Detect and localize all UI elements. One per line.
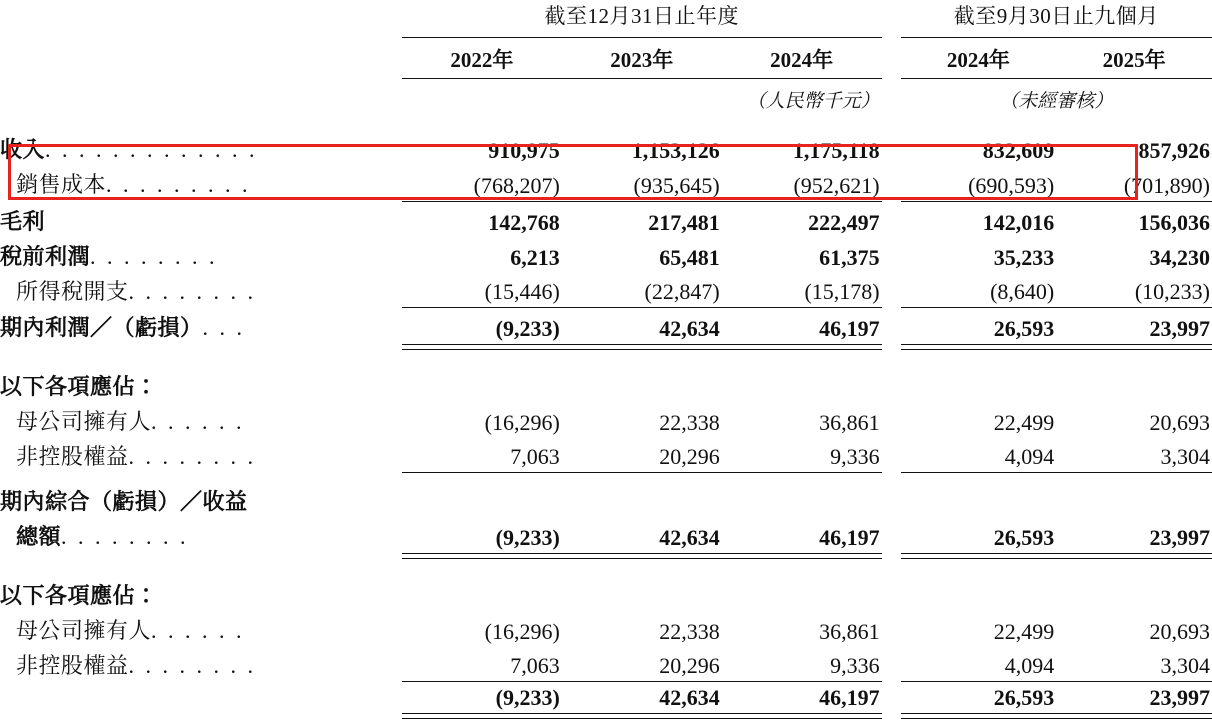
row-value: 36,861 xyxy=(819,409,880,435)
header-year-2024: 2024年 xyxy=(722,38,882,79)
total-rule xyxy=(722,714,882,719)
total-rule xyxy=(562,714,722,719)
section-heading-attributable-1: 以下各項應佔： xyxy=(0,373,158,399)
rule-row-double xyxy=(0,714,1212,719)
row-value: 20,296 xyxy=(659,653,720,678)
row-value: 23,997 xyxy=(1149,524,1210,550)
row-label-total-comprehensive-line2: 總額. . . . . . . . xyxy=(16,524,189,549)
row-label-revenue: 收入. . . . . . . . . . . . . xyxy=(0,137,258,162)
row-label-profit-for-period: 期內利潤／（虧損）. . . xyxy=(0,315,246,340)
row-value: 142,768 xyxy=(488,209,560,235)
row-label-cost-of-sales: 銷售成本. . . . . . . . . xyxy=(16,172,251,197)
row-value: 3,304 xyxy=(1160,653,1210,678)
row-value: 20,693 xyxy=(1149,409,1210,435)
row-label-non-controlling-interests: 非控股權益. . . . . . . . xyxy=(16,443,257,469)
row-value: 61,375 xyxy=(819,244,880,270)
section-heading-attributable-2: 以下各項應佔： xyxy=(0,582,158,608)
row-value: 142,016 xyxy=(982,209,1055,235)
table-row xyxy=(0,612,1212,647)
row-value: (8,640) xyxy=(990,279,1055,304)
row-value: (22,847) xyxy=(644,279,720,304)
total-rule xyxy=(402,714,562,719)
table-row xyxy=(0,647,1212,682)
row-value: 7,063 xyxy=(510,444,560,469)
row-value: 4,094 xyxy=(1004,444,1055,469)
table-row xyxy=(0,438,1212,473)
row-value: (10,233) xyxy=(1134,279,1210,304)
row-value: 857,926 xyxy=(1138,138,1210,163)
row-value: 65,481 xyxy=(659,244,720,270)
table-row xyxy=(0,368,1212,403)
table-row xyxy=(0,483,1212,518)
row-value: 26,593 xyxy=(993,315,1055,341)
row-value: 22,338 xyxy=(659,618,720,644)
row-value: 22,499 xyxy=(993,409,1055,435)
row-label-owners-of-parent: 母公司擁有人. . . . . . xyxy=(16,617,245,643)
spacer xyxy=(0,349,1212,368)
row-label-total-comprehensive-line1: 期內綜合（虧損）／收益 xyxy=(0,489,248,514)
row-label-attributable-total xyxy=(0,683,402,714)
row-value: 910,975 xyxy=(488,138,560,163)
table-row xyxy=(0,577,1212,612)
row-label-owners-of-parent: 母公司擁有人. . . . . . xyxy=(16,408,245,434)
row-value: 35,233 xyxy=(993,244,1055,270)
row-value: (952,621) xyxy=(793,172,880,198)
row-value: (935,645) xyxy=(633,172,720,198)
row-value: 6,213 xyxy=(510,244,560,270)
unaudited-note: （未經審核） xyxy=(999,91,1114,112)
row-value: 42,634 xyxy=(659,685,720,710)
row-value: 34,230 xyxy=(1149,244,1210,270)
table-row xyxy=(0,238,1212,273)
row-value: (9,233) xyxy=(495,685,560,710)
row-label-profit-before-tax: 稅前利潤. . . . . . . . xyxy=(0,243,218,269)
row-value: 7,063 xyxy=(510,653,560,678)
row-value: 9,336 xyxy=(830,444,880,469)
row-value: 832,609 xyxy=(982,138,1055,163)
row-value: 23,997 xyxy=(1149,315,1210,341)
table-row xyxy=(0,131,1212,166)
header-group-row xyxy=(0,0,1212,35)
row-value: 46,197 xyxy=(819,524,880,550)
row-value: 22,338 xyxy=(659,409,720,435)
header-group-interim: 截至9月30日止九個月 xyxy=(953,4,1159,28)
currency-note: （人民幣千元） xyxy=(746,91,880,112)
row-value: 42,634 xyxy=(659,524,720,550)
row-value: 46,197 xyxy=(819,315,880,341)
header-year-row xyxy=(0,38,1212,79)
row-value: 4,094 xyxy=(1004,653,1055,678)
table-row xyxy=(0,166,1212,201)
table-row xyxy=(0,273,1212,308)
table-row xyxy=(0,683,1212,714)
row-value: 156,036 xyxy=(1138,209,1210,235)
row-value: (15,178) xyxy=(804,279,880,304)
spacer xyxy=(0,113,1212,131)
header-year-2024-interim: 2024年 xyxy=(901,38,1057,79)
row-value: 23,997 xyxy=(1149,685,1210,710)
row-value: 22,499 xyxy=(993,618,1055,644)
header-year-2025-interim: 2025年 xyxy=(1056,38,1212,79)
row-value: 20,296 xyxy=(659,444,720,469)
total-rule xyxy=(901,714,1057,719)
row-value: 26,593 xyxy=(993,524,1055,550)
row-value: (9,233) xyxy=(495,315,560,341)
row-label-income-tax: 所得稅開支. . . . . . . . xyxy=(16,278,257,304)
row-label-gross-profit: 毛利 xyxy=(0,208,46,234)
row-value: 20,693 xyxy=(1149,618,1210,644)
table-row xyxy=(0,203,1212,238)
row-label-non-controlling-interests: 非控股權益. . . . . . . . xyxy=(16,652,257,678)
header-year-2023: 2023年 xyxy=(562,38,722,79)
row-value: 217,481 xyxy=(648,209,720,235)
row-value: 1,153,126 xyxy=(631,138,720,163)
row-value: 222,497 xyxy=(808,209,880,235)
row-value: (701,890) xyxy=(1123,172,1210,198)
header-note-row xyxy=(0,79,1212,114)
table-row xyxy=(0,403,1212,438)
row-value: 9,336 xyxy=(830,653,880,678)
row-value: 26,593 xyxy=(993,685,1055,710)
row-value: (15,446) xyxy=(484,279,560,304)
row-value: 1,175,118 xyxy=(792,138,880,163)
row-value: (16,296) xyxy=(484,618,560,644)
header-group-annual: 截至12月31日止年度 xyxy=(544,4,739,28)
table-row xyxy=(0,309,1212,344)
row-value: 3,304 xyxy=(1160,444,1210,469)
row-value: 46,197 xyxy=(819,685,880,710)
row-value: (690,593) xyxy=(968,172,1055,198)
row-value: (9,233) xyxy=(495,524,560,550)
row-value: 36,861 xyxy=(819,618,880,644)
spacer xyxy=(0,474,1212,483)
total-rule xyxy=(1056,714,1212,719)
header-year-2022: 2022年 xyxy=(402,38,562,79)
row-value: (16,296) xyxy=(484,409,560,435)
table-row xyxy=(0,518,1212,553)
row-value: 42,634 xyxy=(659,315,720,341)
row-value: (768,207) xyxy=(473,172,560,198)
spacer xyxy=(0,558,1212,577)
